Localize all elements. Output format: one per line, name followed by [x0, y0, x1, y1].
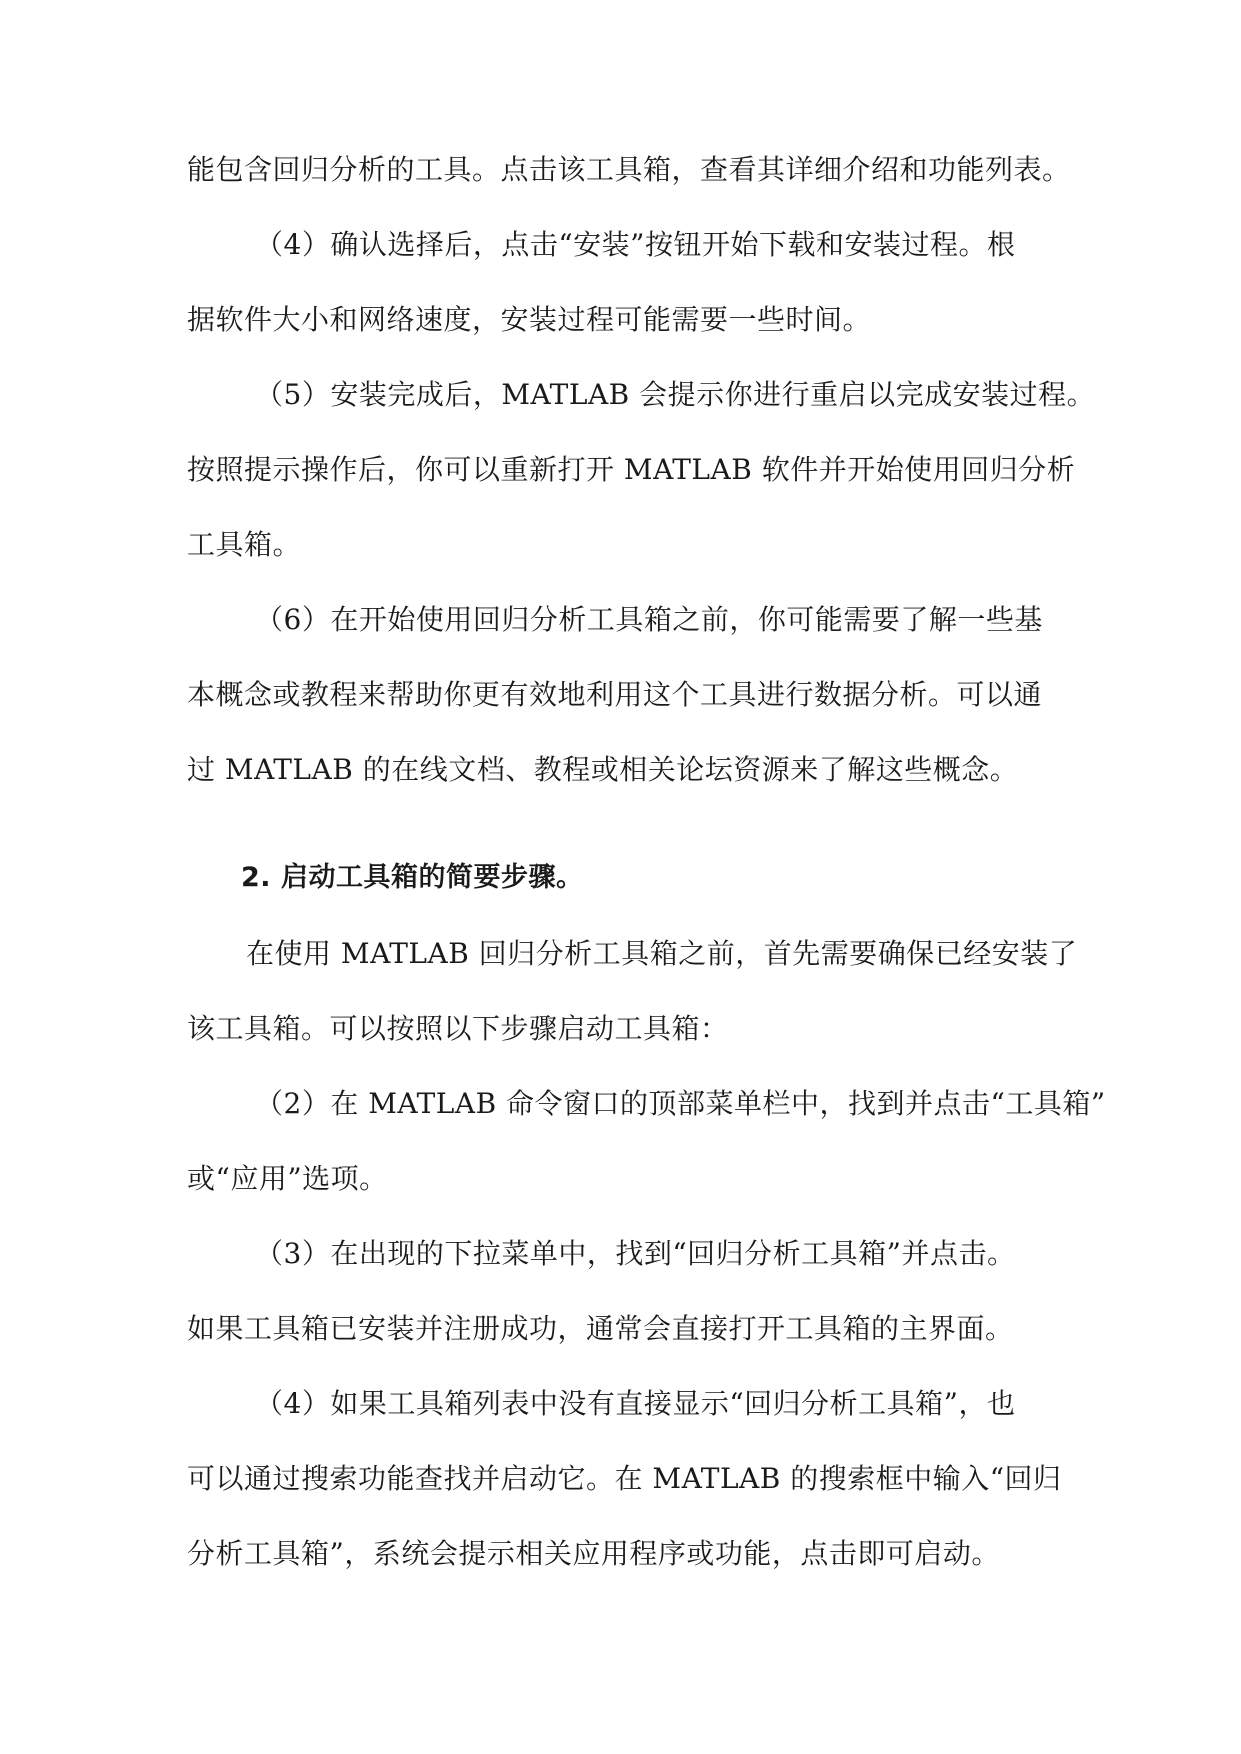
paragraph-line: 能包含回归分析的工具。点击该工具箱，查看其详细介绍和功能列表。 [187, 153, 1071, 186]
paragraph-line: （3）在出现的下拉菜单中，找到“回归分析工具箱”并点击。 [255, 1237, 1016, 1270]
paragraph-line: 据软件大小和网络速度，安装过程可能需要一些时间。 [187, 303, 872, 336]
paragraph-line: （2）在 MATLAB 命令窗口的顶部菜单栏中，找到并点击“工具箱” [255, 1087, 1106, 1120]
section-heading: 2. 启动工具箱的简要步骤。 [241, 862, 584, 893]
paragraph-line: 或“应用”选项。 [187, 1162, 388, 1195]
paragraph-line: （5）安装完成后，MATLAB 会提示你进行重启以完成安装过程。 [255, 378, 1096, 411]
paragraph-line: 工具箱。 [187, 528, 302, 561]
paragraph-line: （4）如果工具箱列表中没有直接显示“回归分析工具箱”，也 [255, 1387, 1016, 1420]
paragraph-line: 如果工具箱已安装并注册成功，通常会直接打开工具箱的主界面。 [187, 1312, 1014, 1345]
paragraph-line: （4）确认选择后，点击“安装”按钮开始下载和安装过程。根 [255, 228, 1016, 261]
paragraph-line: 在使用 MATLAB 回归分析工具箱之前，首先需要确保已经安装了 [246, 937, 1078, 970]
paragraph-line: 可以通过搜索功能查找并启动它。在 MATLAB 的搜索框中输入“回归 [187, 1462, 1062, 1495]
paragraph-line: 本概念或教程来帮助你更有效地利用这个工具进行数据分析。可以通 [187, 678, 1043, 711]
paragraph-line: 过 MATLAB 的在线文档、教程或相关论坛资源来了解这些概念。 [187, 753, 1019, 786]
paragraph-line: 分析工具箱”，系统会提示相关应用程序或功能，点击即可启动。 [187, 1537, 1000, 1570]
paragraph-line: 按照提示操作后，你可以重新打开 MATLAB 软件并开始使用回归分析 [187, 453, 1076, 486]
paragraph-line: （6）在开始使用回归分析工具箱之前，你可能需要了解一些基 [255, 603, 1043, 636]
paragraph-line: 该工具箱。可以按照以下步骤启动工具箱： [187, 1012, 729, 1045]
